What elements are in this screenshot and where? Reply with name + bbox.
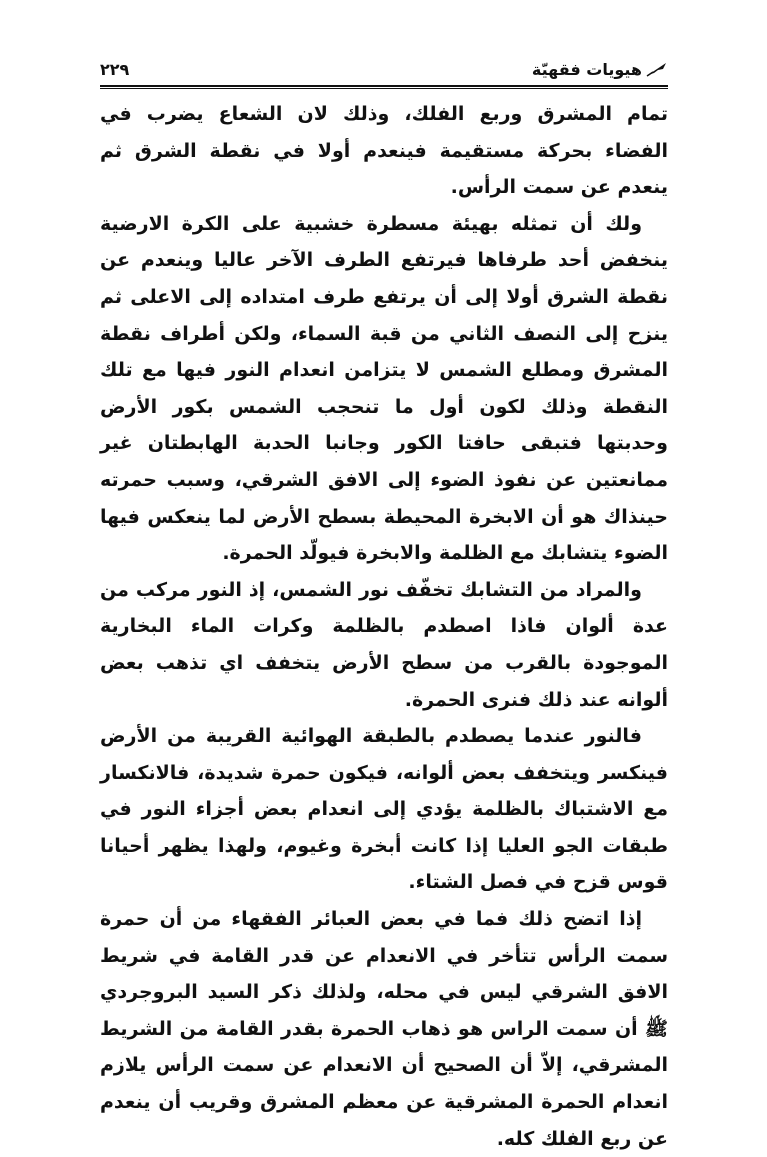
paragraph: فالنور عندما يصطدم بالطبقة الهوائية القريبة من الأرض فينكسر ويتخفف بعض ألوانه، فيكون حمرة شديدة، فالانكسار مع الاشتباك بالظلمة يؤدي إلى انعدام بعض أجزاء النور في طبقات الجو العليا إذا كانت أبخرة وغيوم، ولهذا يظهر أحيانا قوس قزح في فصل الشتاء. xyxy=(100,725,668,894)
header-divider xyxy=(100,85,668,89)
paragraph: ولك أن تمثله بهيئة مسطرة خشبية على الكرة الارضية ينخفض أحد طرفاها فيرتفع الطرف الآخر عاليا وينعدم عن نقطة الشرق أولا إلى أن يرتفع طرف امتداده إلى الاعلى ثم ينزح إلى النصف الثاني من قبة السماء، ولكن أطراف نقطة المشرق ومطلع الشمس لا يتزامن انعدام النور فيها مع تلك النقطة وذلك لكون أول ما تنحجب الشمس بكور الأرض وحدبتها فتبقى حافتا الكور وجانبا الحدبة الهابطتان غير ممانعتين عن نفوذ الضوء إلى الافق الشرقي، وسبب حمرته حينذاك هو أن الابخرة المحيطة بسطح الأرض لما ينعكس فيها الضوء يتشابك مع الظلمة والابخرة فيولّد الحمرة. xyxy=(100,212,668,565)
page-number: ٢٢٩ xyxy=(100,60,130,79)
main-text xyxy=(100,96,668,1157)
paragraph: إذا اتضح ذلك فما في بعض العبائر الفقهاء من أن حمرة سمت الرأس تتأخر في الانعدام عن قدر القامة في شريط الافق الشرقي ليس في محله، ولذلك ذكر السيد البروجردي ﷺ أن سمت الراس هو ذهاب الحمرة بقدر القامة من الشريط المشرقي، إلاّ أن الصحيح أن الانعدام عن سمت الرأس يلازم انعدام الحمرة المشرقية عن معظم المشرق وقريب أن ينعدم عن ربع الفلك كله. xyxy=(100,908,668,1150)
paragraph: والمراد من التشابك تخفّف نور الشمس، إذ النور مركب من عدة ألوان فاذا اصطدم بالظلمة وكرات الماء البخارية الموجودة بالقرب من سطح الأرض يتخفف اي تذهب بعض ألوانه عند ذلك فنرى الحمرة. xyxy=(100,578,668,711)
paragraph: تمام المشرق وربع الفلك، وذلك لان الشعاع يضرب في الفضاء بحركة مستقيمة فينعدم أولا في نقطة الشرق ثم ينعدم عن سمت الرأس. xyxy=(100,103,668,199)
quill-pen-icon xyxy=(646,61,668,77)
book-title: هيويات فقهيّة xyxy=(531,60,642,79)
running-header xyxy=(100,58,668,82)
